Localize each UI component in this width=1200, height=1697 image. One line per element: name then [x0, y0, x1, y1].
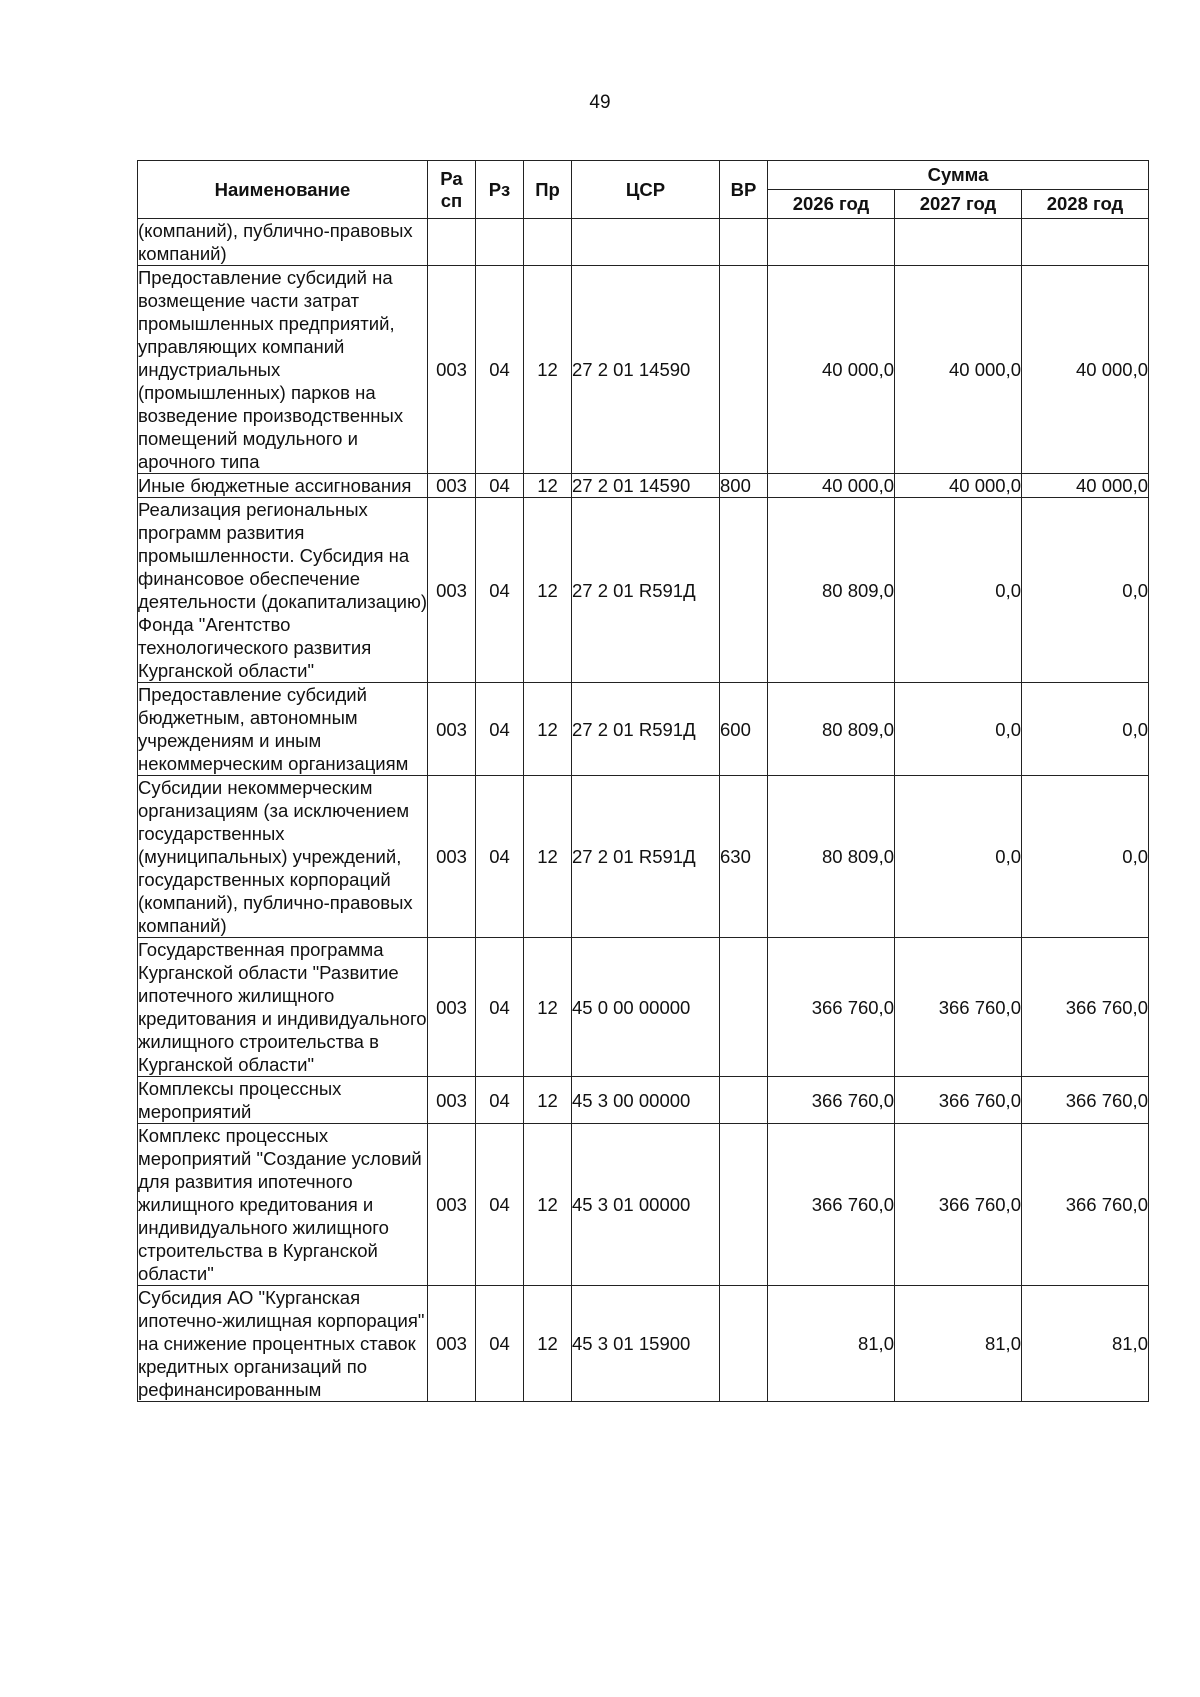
header-rasp: Ра сп: [428, 161, 476, 219]
budget-table: [137, 160, 1149, 1402]
cell-csr: 45 0 00 00000: [572, 938, 720, 1077]
cell-sum-2026: 40 000,0: [768, 474, 895, 498]
cell-sum-2028: 0,0: [1022, 776, 1149, 938]
cell-rz: 04: [476, 498, 524, 683]
cell-sum-2027: [895, 219, 1022, 266]
cell-pr: 12: [524, 474, 572, 498]
cell-sum-2026: 366 760,0: [768, 938, 895, 1077]
cell-sum-2027: 0,0: [895, 776, 1022, 938]
cell-name: Предоставление субсидий бюджетным, автономным учреждениям и иным некоммерческим организациям: [138, 683, 428, 776]
cell-csr: 27 2 01 14590: [572, 266, 720, 474]
cell-rasp: 003: [428, 776, 476, 938]
cell-pr: 12: [524, 683, 572, 776]
cell-name: Комплекс процессных мероприятий "Создание условий для развития ипотечного жилищного кредитования и индивидуального жилищного строительства в Курганской области": [138, 1124, 428, 1286]
cell-vr: 630: [720, 776, 768, 938]
cell-rasp: 003: [428, 1286, 476, 1402]
table-row: [138, 1077, 1149, 1124]
cell-pr: 12: [524, 776, 572, 938]
cell-rz: 04: [476, 266, 524, 474]
table-row: [138, 266, 1149, 474]
table-row: [138, 776, 1149, 938]
cell-csr: 27 2 01 14590: [572, 474, 720, 498]
cell-sum-2027: 366 760,0: [895, 1077, 1022, 1124]
header-sum: Сумма: [768, 161, 1149, 190]
cell-vr: 800: [720, 474, 768, 498]
cell-rz: 04: [476, 1286, 524, 1402]
cell-sum-2027: 81,0: [895, 1286, 1022, 1402]
cell-sum-2027: 40 000,0: [895, 266, 1022, 474]
cell-sum-2028: 366 760,0: [1022, 938, 1149, 1077]
cell-csr: 27 2 01 R591Д: [572, 498, 720, 683]
cell-pr: [524, 219, 572, 266]
page-number: 49: [589, 92, 611, 113]
cell-sum-2026: 80 809,0: [768, 683, 895, 776]
cell-csr: [572, 219, 720, 266]
cell-rz: 04: [476, 938, 524, 1077]
cell-name: Субсидия АО "Курганская ипотечно-жилищная корпорация" на снижение процентных ставок кредитных организаций по рефинансированным: [138, 1286, 428, 1402]
cell-pr: 12: [524, 938, 572, 1077]
cell-sum-2026: 366 760,0: [768, 1077, 895, 1124]
cell-vr: [720, 1124, 768, 1286]
cell-csr: 45 3 01 15900: [572, 1286, 720, 1402]
cell-csr: 27 2 01 R591Д: [572, 683, 720, 776]
table-row: [138, 1124, 1149, 1286]
header-year-2027: 2027 год: [895, 190, 1022, 219]
cell-sum-2027: 0,0: [895, 683, 1022, 776]
cell-rasp: 003: [428, 266, 476, 474]
cell-csr: 45 3 01 00000: [572, 1124, 720, 1286]
cell-rz: 04: [476, 1077, 524, 1124]
cell-rz: 04: [476, 683, 524, 776]
cell-sum-2027: 0,0: [895, 498, 1022, 683]
cell-vr: [720, 1286, 768, 1402]
table-row: [138, 498, 1149, 683]
header-csr: ЦСР: [572, 161, 720, 219]
cell-sum-2027: 40 000,0: [895, 474, 1022, 498]
cell-sum-2027: 366 760,0: [895, 1124, 1022, 1286]
cell-name: Иные бюджетные ассигнования: [138, 474, 428, 498]
header-year-2026: 2026 год: [768, 190, 895, 219]
cell-sum-2028: 0,0: [1022, 498, 1149, 683]
cell-name: Субсидии некоммерческим организациям (за исключением государственных (муниципальных) учреждений, государственных корпораций (компаний), публично-правовых компаний): [138, 776, 428, 938]
cell-rasp: [428, 219, 476, 266]
cell-sum-2028: 40 000,0: [1022, 266, 1149, 474]
cell-rasp: 003: [428, 1077, 476, 1124]
cell-pr: 12: [524, 498, 572, 683]
cell-sum-2028: 81,0: [1022, 1286, 1149, 1402]
cell-vr: [720, 266, 768, 474]
cell-pr: 12: [524, 1124, 572, 1286]
cell-sum-2026: 40 000,0: [768, 266, 895, 474]
cell-vr: 600: [720, 683, 768, 776]
cell-sum-2026: 81,0: [768, 1286, 895, 1402]
cell-sum-2027: 366 760,0: [895, 938, 1022, 1077]
cell-sum-2028: 366 760,0: [1022, 1124, 1149, 1286]
cell-pr: 12: [524, 1077, 572, 1124]
cell-csr: 45 3 00 00000: [572, 1077, 720, 1124]
cell-vr: [720, 219, 768, 266]
table-row: [138, 474, 1149, 498]
header-name: Наименование: [138, 161, 428, 219]
cell-pr: 12: [524, 1286, 572, 1402]
cell-rz: 04: [476, 1124, 524, 1286]
cell-vr: [720, 498, 768, 683]
cell-sum-2028: 366 760,0: [1022, 1077, 1149, 1124]
table-row: [138, 1286, 1149, 1402]
cell-pr: 12: [524, 266, 572, 474]
cell-rz: [476, 219, 524, 266]
cell-sum-2026: 80 809,0: [768, 498, 895, 683]
cell-sum-2026: [768, 219, 895, 266]
header-rz: Рз: [476, 161, 524, 219]
cell-rasp: 003: [428, 938, 476, 1077]
cell-name: Государственная программа Курганской области "Развитие ипотечного жилищного кредитования и индивидуального жилищного строительства в Курганской области": [138, 939, 427, 1075]
table-row: [138, 219, 1149, 266]
header-vr: ВР: [720, 161, 768, 219]
cell-name: Предоставление субсидий на возмещение части затрат промышленных предприятий, управляющих компаний индустриальных (промышленных) парков на возведение производственных помещений модульного и арочного типа: [138, 266, 428, 474]
cell-csr: 27 2 01 R591Д: [572, 776, 720, 938]
table-row: [138, 938, 1149, 1077]
cell-name: Реализация региональных программ развития промышленности. Субсидия на финансовое обеспечение деятельности (докапитализацию) Фонда "Агентство технологического развития Курганской области": [138, 499, 427, 681]
cell-vr: [720, 938, 768, 1077]
header-year-2028: 2028 год: [1022, 190, 1149, 219]
header-row: [138, 161, 1149, 190]
cell-sum-2026: 80 809,0: [768, 776, 895, 938]
cell-rasp: 003: [428, 498, 476, 683]
cell-rz: 04: [476, 474, 524, 498]
header-pr: Пр: [524, 161, 572, 219]
cell-rasp: 003: [428, 1124, 476, 1286]
cell-rz: 04: [476, 776, 524, 938]
cell-rasp: 003: [428, 683, 476, 776]
cell-name: Комплексы процессных мероприятий: [138, 1077, 428, 1124]
table-row: [138, 683, 1149, 776]
cell-sum-2028: 40 000,0: [1022, 474, 1149, 498]
cell-vr: [720, 1077, 768, 1124]
cell-sum-2028: 0,0: [1022, 683, 1149, 776]
cell-name: (компаний), публично-правовых компаний): [138, 219, 428, 266]
cell-rasp: 003: [428, 474, 476, 498]
cell-sum-2028: [1022, 219, 1149, 266]
cell-sum-2026: 366 760,0: [768, 1124, 895, 1286]
